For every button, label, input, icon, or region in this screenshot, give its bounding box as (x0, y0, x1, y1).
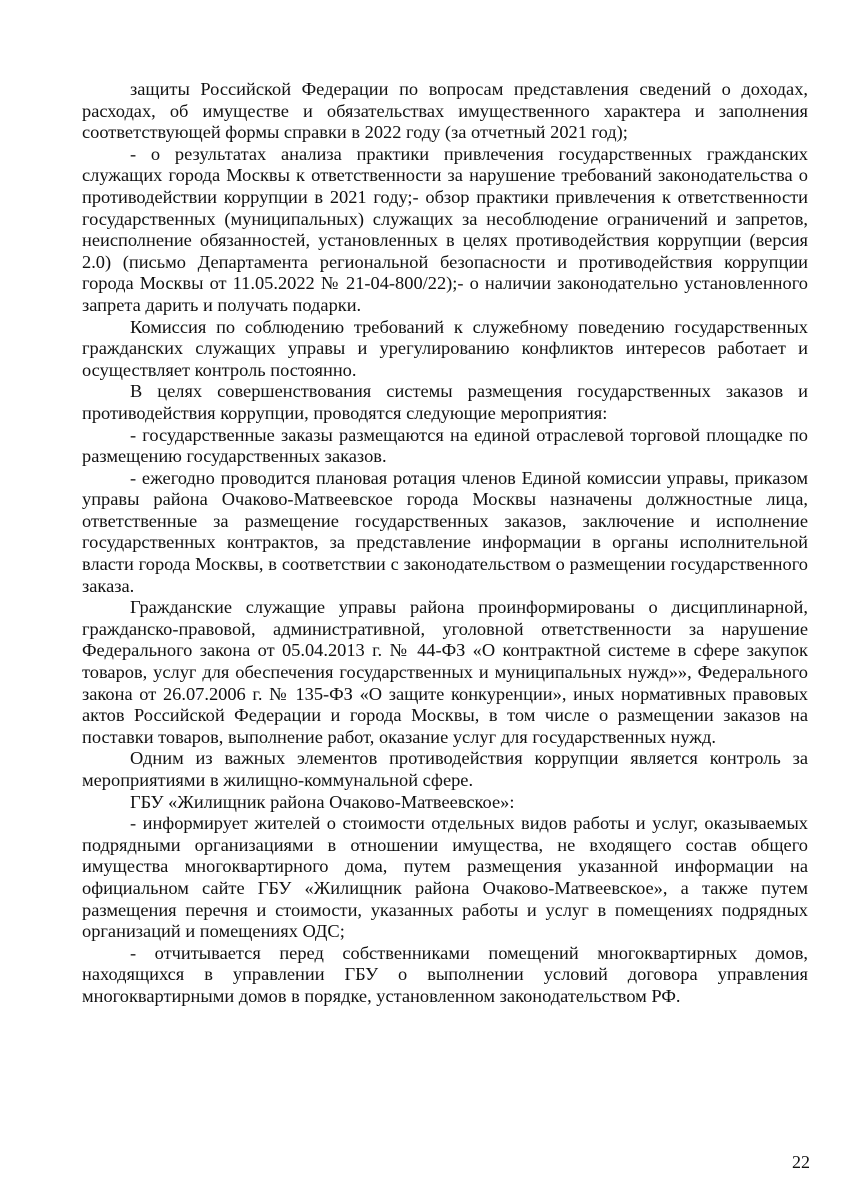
paragraph-1: защиты Российской Федерации по вопросам представления сведений о доходах, расходах, об имуществе и обязательствах имущественного характера и заполнения соответствующей формы справки в 2022 году (за отчетный 2021 год); (82, 79, 808, 143)
paragraph-10: - информирует жителей о стоимости отдельных видов работы и услуг, оказываемых подрядными организациями в отношении имущества, не входящего состав общего имущества многоквартирного дома, путем размещения указанной информации на официальном сайте ГБУ «Жилищник района Очаково-Матвеевское», а также путем размещения перечня и стоимости, указанных работы и услуг в помещениях подрядных организаций и помещениях ОДС; (82, 813, 808, 942)
paragraph-3: Комиссия по соблюдению требований к служебному поведению государственных гражданских служащих управы и урегулированию конфликтов интересов работает и осуществляет контроль постоянно. (82, 316, 808, 380)
paragraph-6: - ежегодно проводится плановая ротация членов Единой комиссии управы, приказом управы района Очаково-Матвеевское города Москвы назначены должностные лица, ответственные за размещение государственных заказов, заключение и исполнение государственных контрактов, за представление информации в органы исполнительной власти города Москвы, в соответствии с законодательством о размещении государственного заказа. (82, 467, 808, 596)
paragraph-8: Одним из важных элементов противодействия коррупции является контроль за мероприятиями в жилищно-коммунальной сфере. (82, 748, 808, 790)
paragraph-9: ГБУ «Жилищник района Очаково-Матвеевское»: (130, 791, 515, 812)
paragraph-7: Гражданские служащие управы района проинформированы о дисциплинарной, гражданско-правовой, административной, уголовной ответственности за нарушение Федерального закона от 05.04.2013 г. № 44-ФЗ «О контрактной системе в сфере закупок товаров, услуг для обеспечения государственных и муниципальных нужд»», Федерального закона от 26.07.2006 г. № 135-ФЗ «О защите конкуренции», иных нормативных правовых актов Российской Федерации и города Москвы, в том числе о размещении заказов на поставки товаров, выполнение работ, оказание услуг для государственных нужд. (82, 597, 808, 747)
page-number: 22 (792, 1152, 810, 1172)
paragraph-11: - отчитывается перед собственниками помещений многоквартирных домов, находящихся в управлении ГБУ о выполнении условий договора управления многоквартирными домов в порядке, установленном законодательством РФ. (82, 942, 808, 1006)
paragraph-4: В целях совершенствования системы размещения государственных заказов и противодействия коррупции, проводятся следующие мероприятия: (82, 381, 808, 423)
document-body (82, 79, 808, 1008)
paragraph-2: - о результатах анализа практики привлечения государственных гражданских служащих города Москвы к ответственности за нарушение требований законодательства о противодействии коррупции в 2021 году;- обзор практики привлечения к ответственности государственных (муниципальных) служащих за несоблюдение ограничений и запретов, неисполнение обязанностей, установленных в целях противодействия коррупции (версия 2.0) (письмо Департамента региональной безопасности и противодействия коррупции города Москвы от 11.05.2022 № 21-04-800/22);- о наличии законодательно установленного запрета дарить и получать подарки. (82, 143, 808, 315)
paragraph-5: - государственные заказы размещаются на единой отраслевой торговой площадке по размещению государственных заказов. (82, 424, 808, 467)
